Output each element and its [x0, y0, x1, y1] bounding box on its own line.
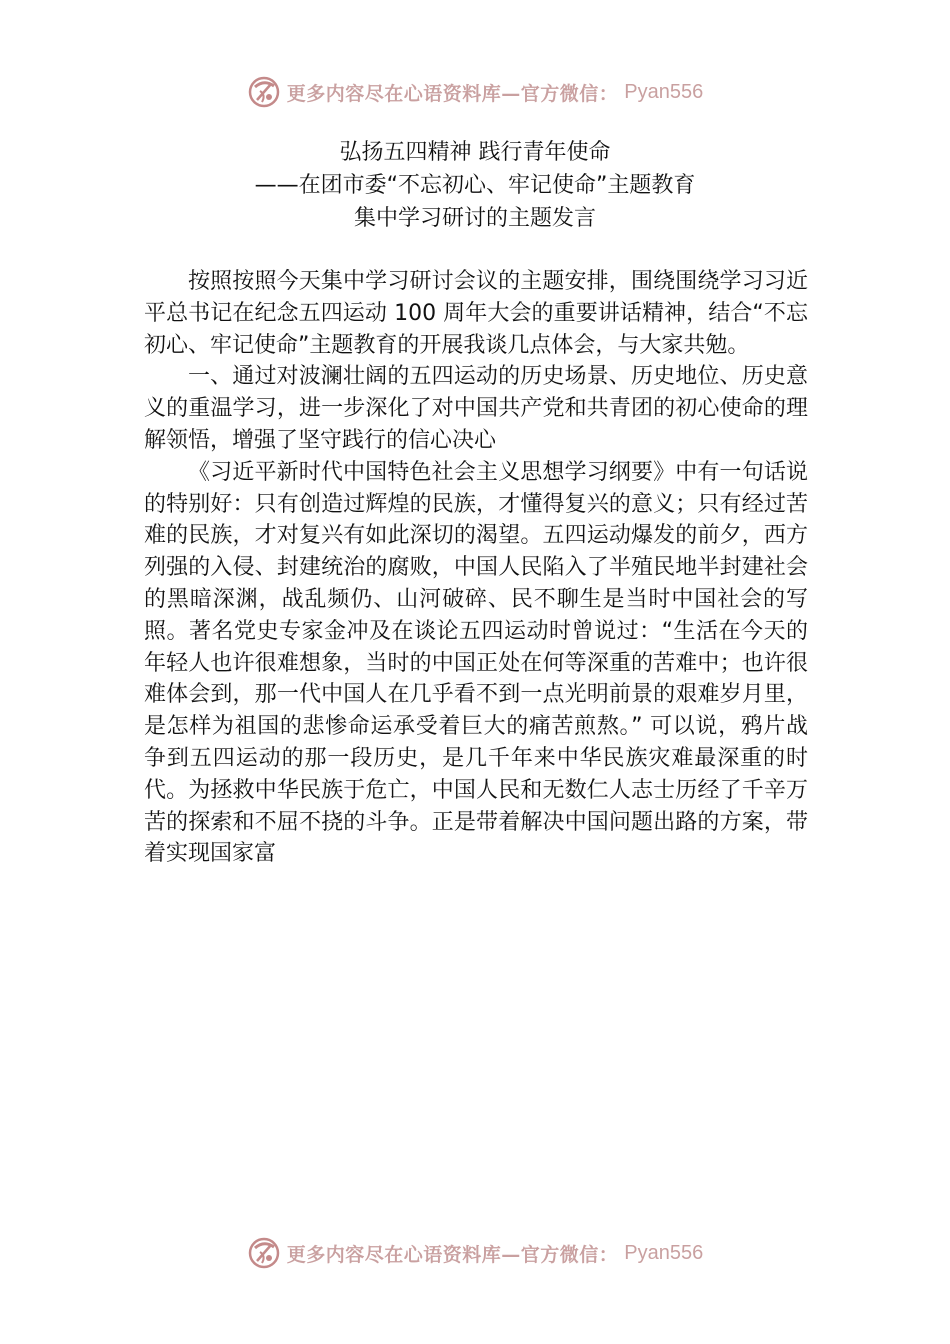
footer-watermark	[0, 1233, 950, 1273]
red-seal-logo-icon	[247, 75, 281, 109]
paragraph-section-heading: 一、通过对波澜壮阔的五四运动的历史场景、历史地位、历史意义的重温学习，进一步深化了对中国共产党和共青团的初心使命的理解领悟，增强了坚守践行的信心决心	[144, 364, 808, 453]
paragraph-body: 《习近平新时代中国特色社会主义思想学习纲要》中有一句话说的特别好：只有创造过辉煌的民族，才懂得复兴的意义；只有经过苦难的民族，才对复兴有如此深切的渴望。五四运动爆发的前夕，西方列强的入侵、封建统治的腐败，中国人民陷入了半殖民地半封建社会的黑暗深渊，战乱频仍、山河破碎、民不聊生是当时中国社会的写照。著名党史专家金冲及在谈论五四运动时曾说过：“生活在今天的年轻人也许很难想象，当时的中国正处在何等深重的苦难中；也许很难体会到，那一代中国人在几乎看不到一点光明前景的艰难岁月里，是怎样为祖国的悲惨命运承受着巨大的痛苦煎熬。” 可以说，鸦片战争到五四运动的那一段历史，是几千年来中华民族灾难最深重的时代。为拯救中华民族于危亡，中国人民和无数仁人志士历经了千辛万苦的探索和不屈不挠的斗争。正是带着解决中国问题出路的方案，带着实现国家富	[144, 459, 808, 867]
document-body	[144, 266, 808, 870]
red-seal-logo-icon	[247, 1236, 281, 1270]
watermark-text: 更多内容尽在心语资料库—官方微信：	[286, 1243, 619, 1266]
watermark-id: Pyan556	[624, 1241, 704, 1264]
header-watermark	[0, 72, 950, 112]
title-subtitle-line-2: 集中学习研讨的主题发言	[353, 206, 596, 231]
paragraph-intro: 按照按照今天集中学习研讨会议的主题安排，围绕围绕学习习近平总书记在纪念五四运动 100 周年大会的重要讲话精神，结合“不忘初心、牢记使命”主题教育的开展我谈几点体会，与大家共勉。	[144, 269, 808, 358]
watermark-id: Pyan556	[624, 80, 704, 103]
document-title	[0, 136, 950, 235]
title-main: 弘扬五四精神 践行青年使命	[339, 140, 611, 165]
watermark-text: 更多内容尽在心语资料库—官方微信：	[286, 82, 619, 105]
title-subtitle-line-1: ——在团市委“不忘初心、牢记使命”主题教育	[254, 173, 696, 198]
